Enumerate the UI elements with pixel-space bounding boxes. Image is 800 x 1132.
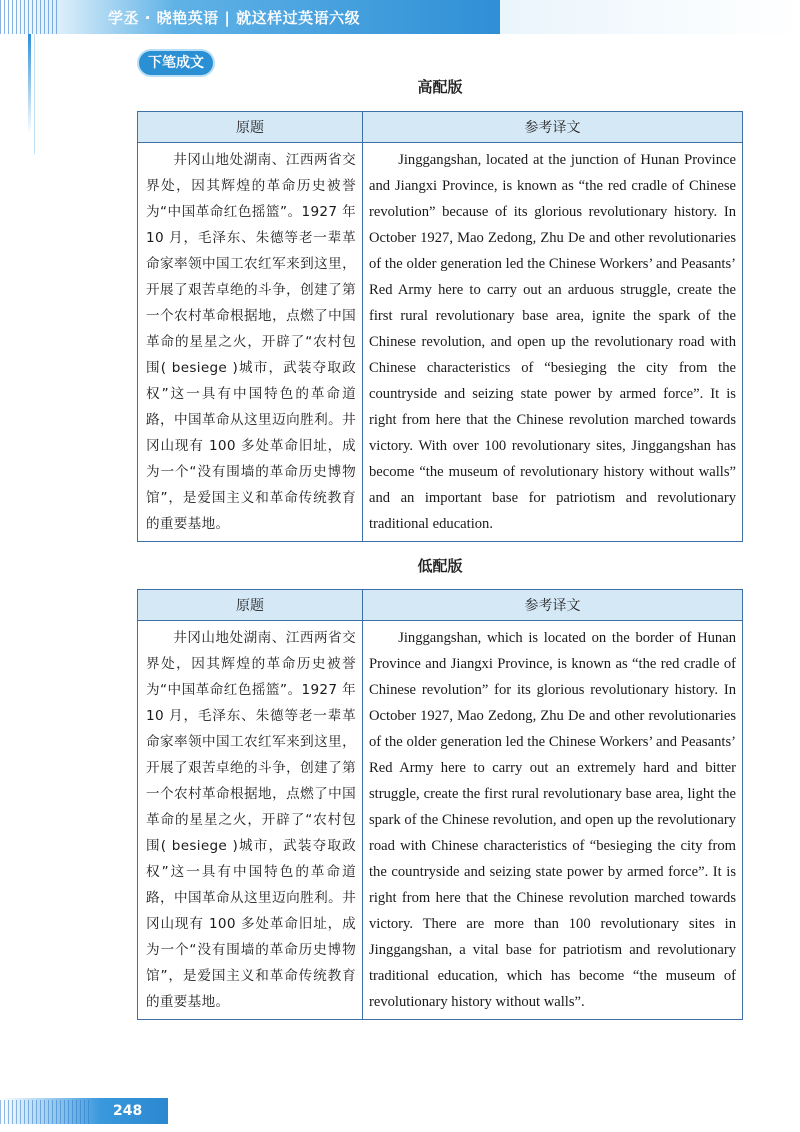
original-cell <box>138 143 363 542</box>
comparison-table-low <box>137 589 743 1020</box>
column-header-original: 原题 <box>138 112 363 143</box>
section-tag: 下笔成文 <box>139 51 213 75</box>
translation-text: Jinggangshan, located at the junction of Hunan Province and Jiangxi Province, is known as “the red cradle of Chinese revolution” because of its glorious revolutionary history. In October 1927, Mao Zedong, Zhu De and other revolutionaries of the older generation led the Chinese Workers’ and Peasants’ Red Army here to carry out an arduous struggle, create the first rural revolutionary base area, ignite the spark of the Chinese revolution, and open up the revolutionary road with Chinese characteristics of “besieging the city from the countryside and seizing state power by armed force”. It is right from here that the Chinese revolution marched towards victory. With over 100 revolutionary sites, Jinggangshan has become “the museum of revolutionary history without walls” and an important base for patriotism and revolutionary traditional education. <box>369 152 736 532</box>
version-title-low: 低配版 <box>417 557 463 575</box>
column-header-translation: 参考译文 <box>363 112 743 143</box>
original-text: 井冈山地处湖南、江西两省交界处，因其辉煌的革命历史被誉为“中国革命红色摇篮”。1927 年 10 月，毛泽东、朱德等老一辈革命家率领中国工农红军来到这里，开展了艰苦卓绝的斗争，创建了第一个农村革命根据地，点燃了中国革命的星星之火，开辟了“农村包围( besiege )城市，武装夺取政权”这一具有中国特色的革命道路，中国革命从这里迈向胜利。井冈山现有 100 多处革命旧址，成为一个“没有围墙的革命历史博物馆”，是爱国主义和革命传统教育的重要基地。 <box>146 152 356 532</box>
page-number: 248 <box>113 1103 143 1119</box>
table-row <box>138 621 743 1020</box>
book-title: 学丞 · 晓艳英语 | 就这样过英语六级 <box>108 9 361 27</box>
table-row <box>138 143 743 542</box>
table-header-row <box>138 590 743 621</box>
comparison-table-high <box>137 111 743 542</box>
column-header-original: 原题 <box>138 590 363 621</box>
version-title-high: 高配版 <box>417 78 463 96</box>
translation-cell <box>363 143 743 542</box>
original-text: 井冈山地处湖南、江西两省交界处，因其辉煌的革命历史被誉为“中国革命红色摇篮”。1927 年 10 月，毛泽东、朱德等老一辈革命家率领中国工农红军来到这里，开展了艰苦卓绝的斗争，创建了第一个农村革命根据地，点燃了中国革命的星星之火，开辟了“农村包围( besiege )城市，武装夺取政权”这一具有中国特色的革命道路，中国革命从这里迈向胜利。井冈山现有 100 多处革命旧址，成为一个“没有围墙的革命历史博物馆”，是爱国主义和革命传统教育的重要基地。 <box>146 630 356 1010</box>
header-right-fade <box>500 0 800 34</box>
header-decoration <box>0 0 60 34</box>
original-cell <box>138 621 363 1020</box>
table-header-row <box>138 112 743 143</box>
column-header-translation: 参考译文 <box>363 590 743 621</box>
translation-cell <box>363 621 743 1020</box>
footer-decoration <box>0 1100 90 1124</box>
translation-text: Jinggangshan, which is located on the border of Hunan Province and Jiangxi Province, is known as “the red cradle of Chinese revolution” for its glorious revolutionary history. In October 1927, Mao Zedong, Zhu De and other revolutionaries of the older generation led the Chinese Workers’ and Peasants’ Red Army here to carry out an extremely hard and bitter struggle, create the first rural revolutionary base area, light the spark of the Chinese revolution, and open up the revolutionary road with Chinese characteristics of “besieging the city from the countryside and seizing state power by armed force”. It is right from here that the Chinese revolution marched towards victory. There are more than 100 revolutionary sites in Jinggangshan, a vital base for patriotism and revolutionary traditional education, which has become “the museum of revolutionary history without walls”. <box>369 630 736 1010</box>
